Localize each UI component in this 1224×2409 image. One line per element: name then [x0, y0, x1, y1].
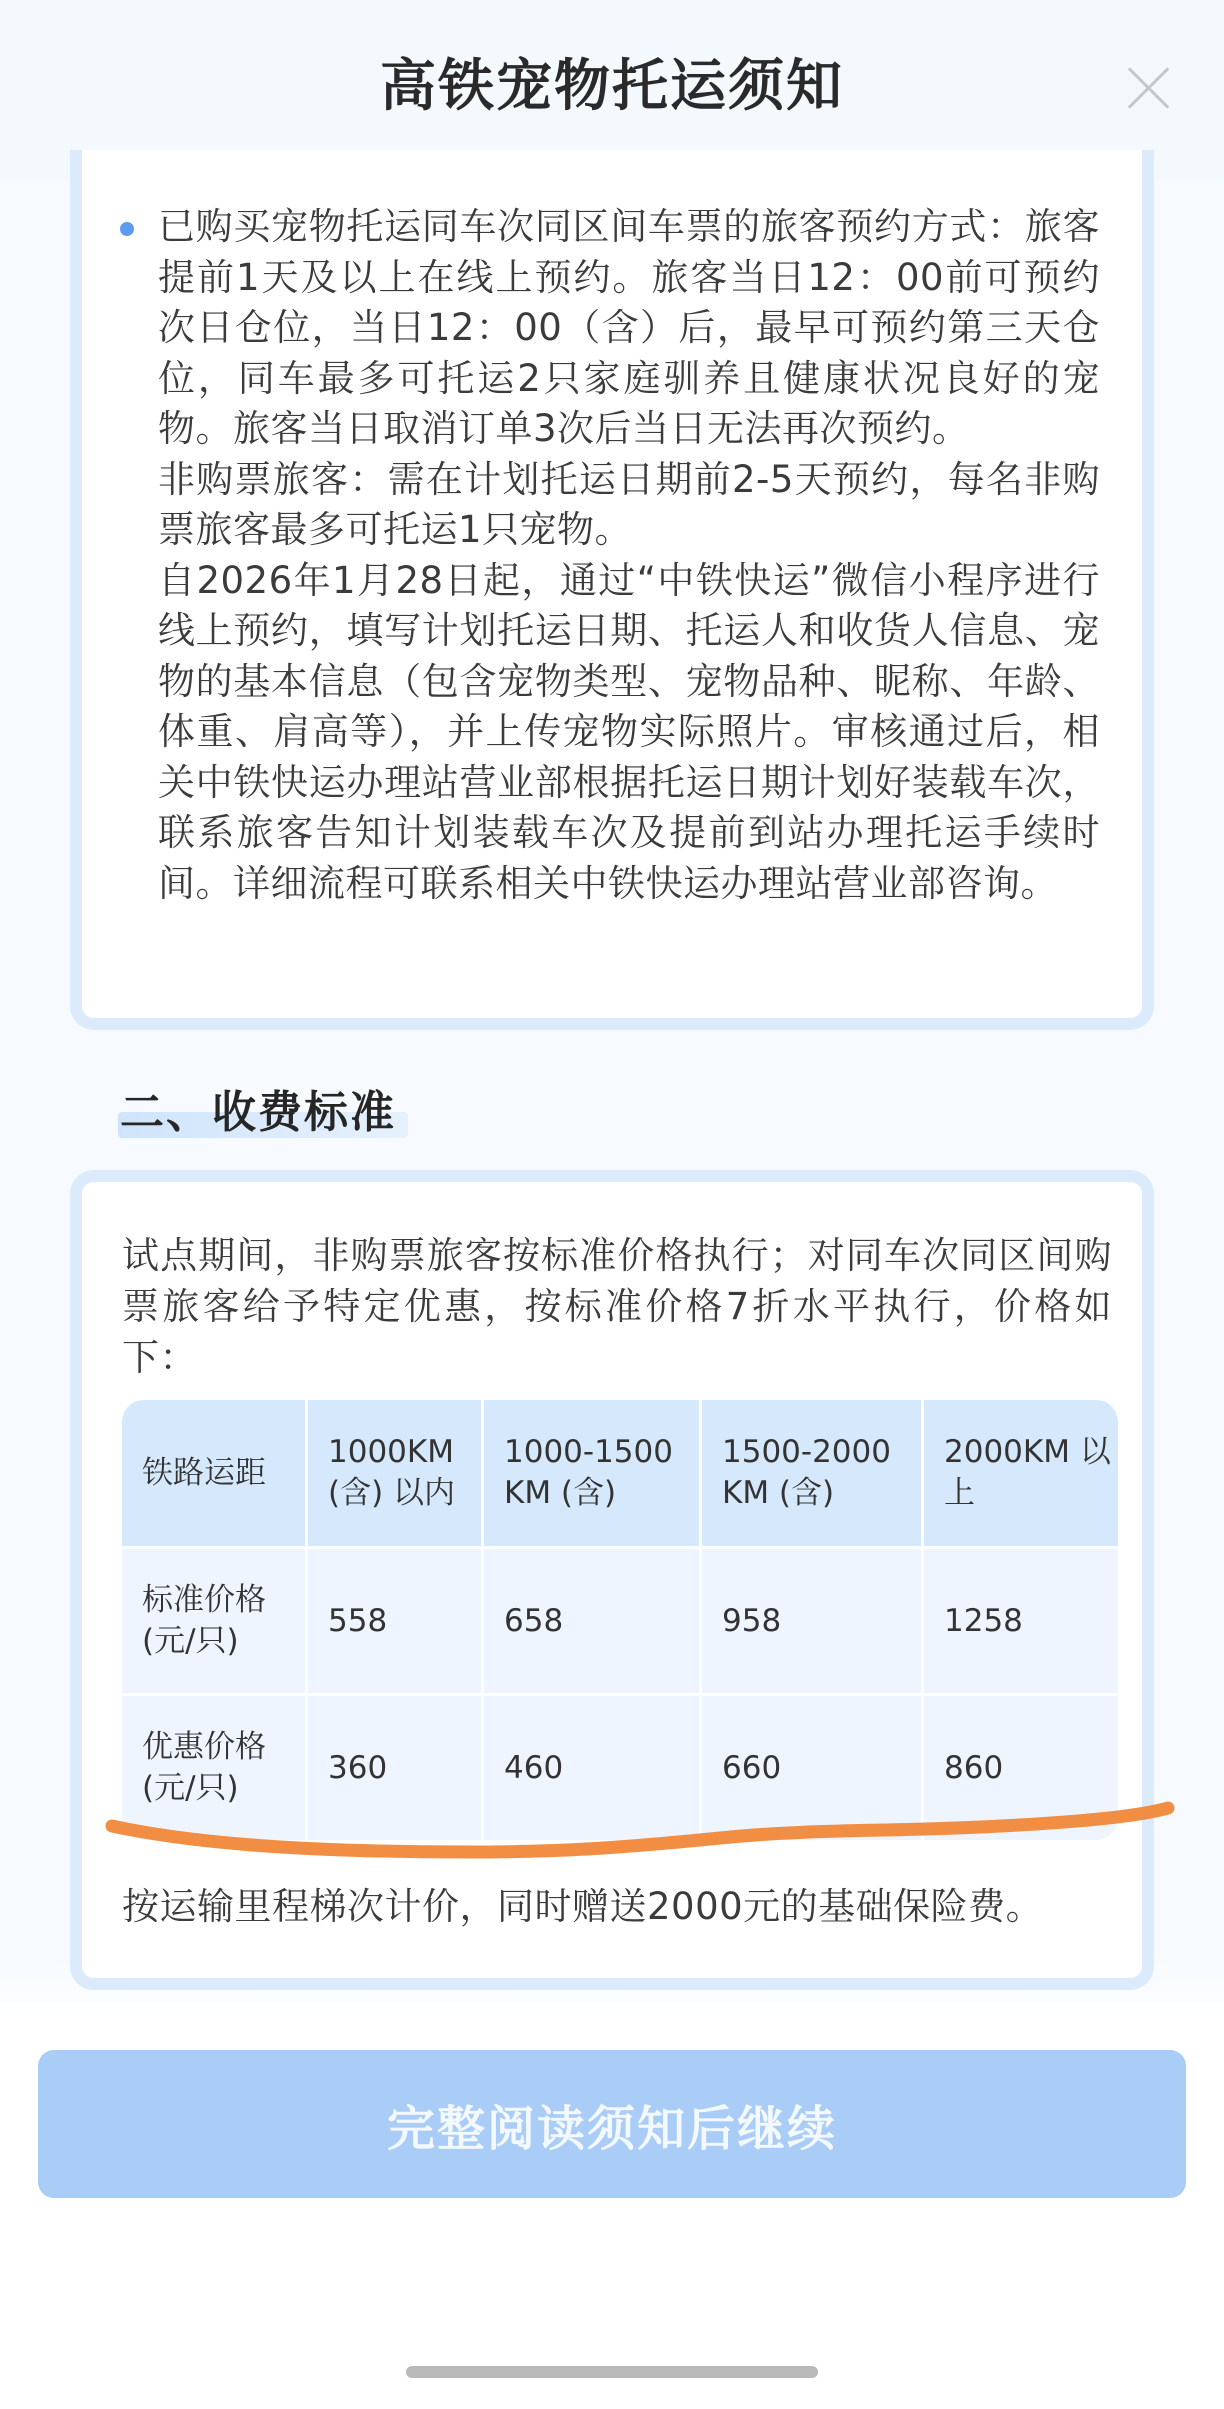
table-row [122, 1693, 1118, 1840]
table-cell: 460 [484, 1696, 702, 1840]
home-indicator[interactable] [406, 2366, 818, 2378]
table-header-cell: 1500-2000 KM (含) [702, 1400, 924, 1546]
table-header-cell: 2000KM 以上 [944, 1434, 1111, 1511]
table-cell: 860 [944, 1749, 1004, 1786]
rule-paragraph-online-booking: 自2026年1月28日起，通过“中铁快运”微信小程序进行线上预约，填写计划托运日期、托运人和收货人信息、宠物的基本信息（包含宠物类型、宠物品种、昵称、年龄、体重、肩高等），并上传宠物实际照片。审核通过后，相关中铁快运办理站营业部根据托运日期计划好装载车次，联系旅客告知计划装载车次及提前到站办理托运手续时间。详细流程可联系相关中铁快运办理站营业部咨询。 [158, 558, 1100, 905]
bullet-dot-icon [120, 222, 134, 236]
continue-button[interactable]: 完整阅读须知后继续 [38, 2050, 1186, 2198]
fee-standard-card [70, 1170, 1154, 1990]
table-cell: 658 [484, 1549, 702, 1693]
page-title: 高铁宠物托运须知 [380, 54, 844, 119]
table-header-cell: 1000KM (含) 以内 [308, 1400, 484, 1546]
booking-rules-card [70, 150, 1154, 1030]
table-cell: 660 [702, 1696, 924, 1840]
table-header-cell: 铁路运距 [122, 1400, 308, 1546]
price-table [122, 1400, 1118, 1840]
booking-rules-content [120, 202, 1100, 909]
rule-paragraph-ticket-holders: 已购买宠物托运同车次同区间车票的旅客预约方式：旅客提前1天及以上在线上预约。旅客当日12：00前可预约次日仓位，当日12：00（含）后，最早可预约第三天仓位，同车最多可托运2只家庭驯养且健康状况良好的宠物。旅客当日取消订单3次后当日无法再次预约。 [158, 205, 1100, 450]
table-row-label: 标准价格 (元/只) [122, 1549, 308, 1693]
rule-paragraph-non-ticket: 非购票旅客：需在计划托运日期前2-5天预约，每名非购票旅客最多可托运1只宠物。 [158, 457, 1100, 551]
close-icon[interactable] [1120, 60, 1176, 116]
table-header-cell: 1000-1500 KM (含) [484, 1400, 702, 1546]
section-title-fees: 二、收费标准 [120, 1087, 396, 1138]
table-cell: 1258 [944, 1602, 1023, 1639]
table-row [122, 1546, 1118, 1693]
table-header-row [122, 1400, 1118, 1546]
table-cell: 360 [308, 1696, 484, 1840]
fee-intro-text: 试点期间，非购票旅客按标准价格执行；对同车次同区间购票旅客给予特定优惠，按标准价格7折水平执行，价格如下： [122, 1234, 1112, 1379]
table-cell: 558 [308, 1549, 484, 1693]
table-cell: 958 [702, 1549, 924, 1693]
fee-note-text: 按运输里程梯次计价，同时赠送2000元的基础保险费。 [122, 1885, 1044, 1928]
table-row-label: 优惠价格 (元/只) [122, 1696, 308, 1840]
